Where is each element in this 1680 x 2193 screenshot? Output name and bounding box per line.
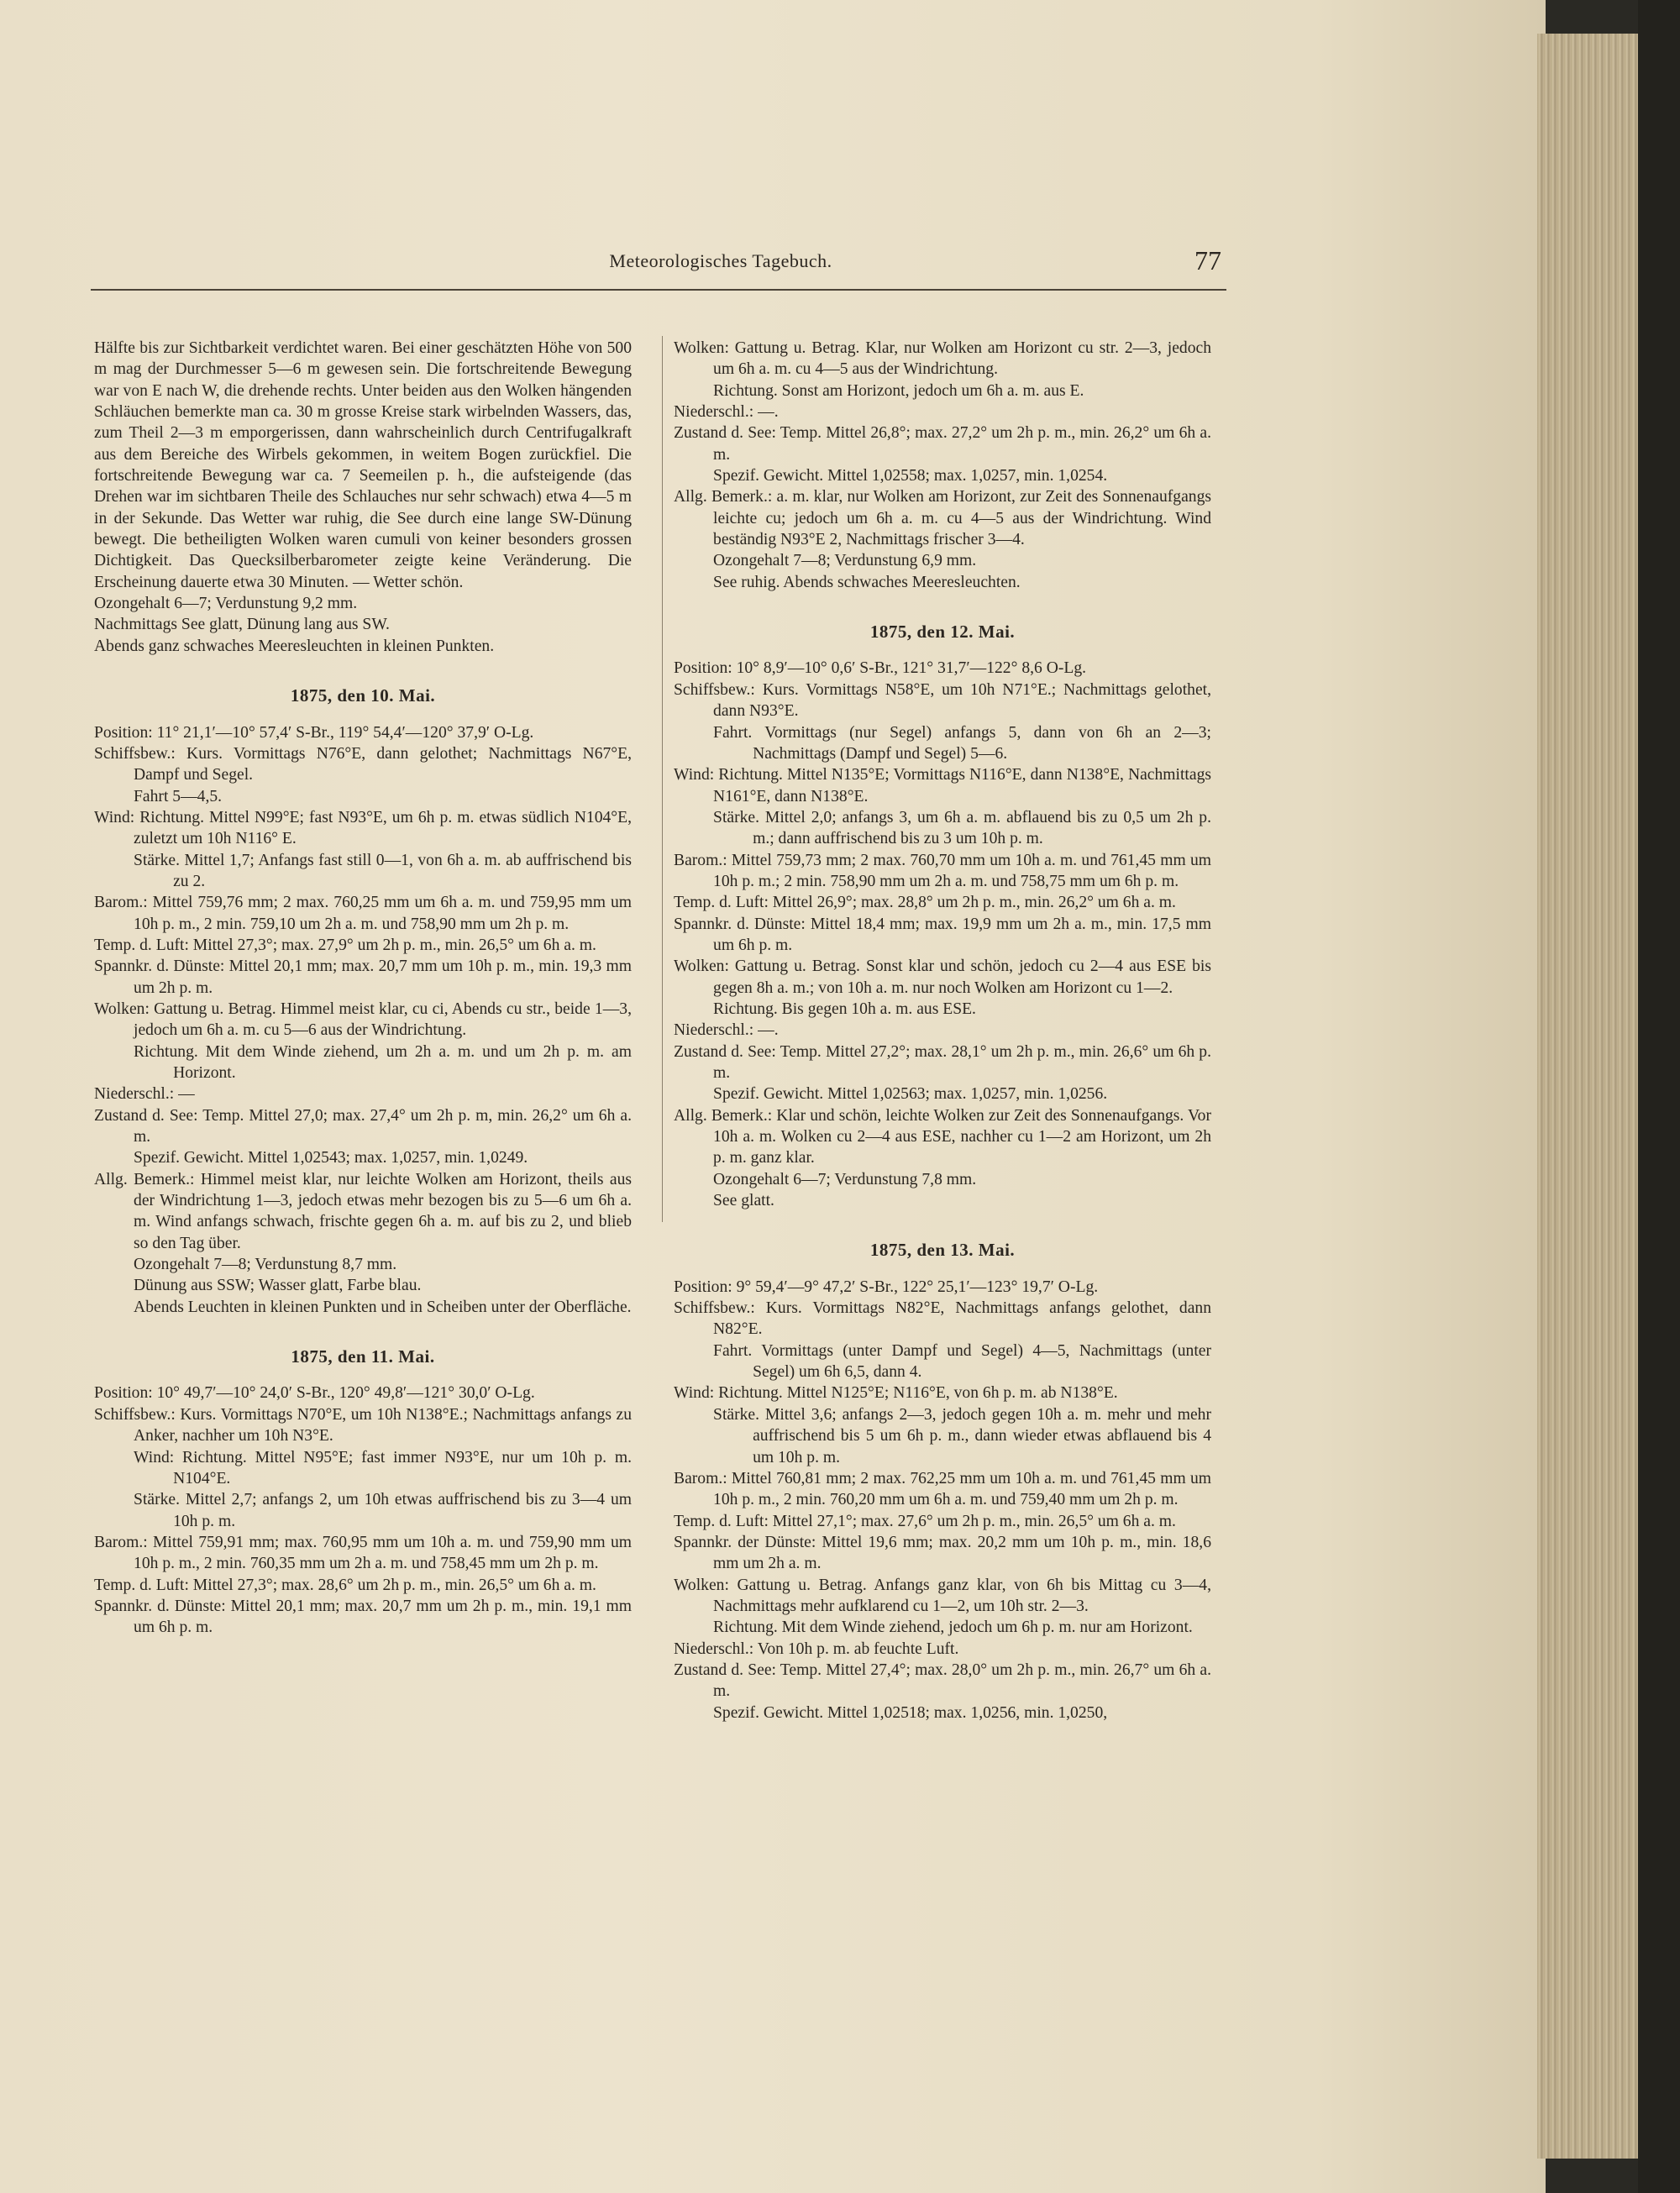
page-edges [1537,34,1641,2159]
evening-entry: Abends ganz schwaches Meeresleuchten in kleinen Punkten. [94,637,495,655]
swell-entry: Dünung aus SSW; Wasser glatt, Farbe blau. [134,1277,422,1295]
clouds-entry: Wolken: Gattung u. Betrag. Sonst klar und schön, jedoch cu 2—4 aus ESE bis gegen 8h a. m.; von 10h a. m. nur noch Wolken am Horizont cu 1—2. [674,957,1211,997]
section-heading-may-13: 1875, den 13. Mai. [869,1240,1016,1261]
wind-strength-entry: Stärke. Mittel 2,0; anfangs 3, um 6h a. m. abflauend bis zu 0,5 um 2h p. m.; dann auffrischend bis zu 3 um 10h p. m. [713,808,1211,848]
continued-paragraph: Hälfte bis zur Sichtbarkeit verdichtet waren. Bei einer geschätzten Höhe von 500 m mag der Durchmesser 5—6 m gewesen sein. Die fortschreitende Bewegung war von E nach W, die drehende rechts. Unter beiden aus den Wolken hängenden Schläuchen bemerkte man ca. 30 m grosse Kreise stark wirbelnden Wassers, das, zum Theil 2—3 m emporgerissen, dann wahrscheinlich durch Centrifugalkraft aus dem Bereiche des Wirbels gekommen, in weitem Bogen zurückfiel. Die fortschreitende Bewegung war ca. 7 Seemeilen p. h., die aufsteigende (das Drehen war im sichtbaren Theile des Schlauches nur sehr schwach) etwa 4—5 m in der Sekunde. Das Wetter war ruhig, die See durch eine lange SW-Dünung bewegt. Die betheiligten Wolken waren cumuli von keiner besonders grossen Dichtigkeit. Das Quecksilberbarometer zeigte keine Veränderung. Die Erscheinung dauerte etwa 30 Minuten. — Wetter schön. [94,339,632,591]
sea-state-entry: Zustand d. See: Temp. Mittel 27,2°; max. 28,1° um 2h p. m., min. 26,6° um 6h p. m. [674,1042,1211,1082]
column-divider [662,336,663,1222]
vapour-pressure-entry: Spannkr. d. Dünste: Mittel 18,4 mm; max. 19,9 mm um 2h a. m., min. 17,5 mm um 6h p. m. [674,915,1211,954]
general-remarks-entry: Allg. Bemerk.: Himmel meist klar, nur leichte Wolken am Horizont, theils aus der Windrichtung 1—3, jedoch etwas mehr bezogen bis zu 5—6 um 6h a. m. Wind anfangs schwach, frischte gegen 6h a. m. auf bis zu 2, und blieb so den Tag über. [94,1170,632,1252]
evening-entry: Abends Leuchten in kleinen Punkten und in Scheiben unter der Oberfläche. [134,1298,632,1316]
page-number: 77 [1194,245,1221,275]
sea-entry: See glatt. [713,1192,774,1210]
cloud-direction-entry: Richtung. Mit dem Winde ziehend, um 2h a. m. und um 2h p. m. am Horizont. [134,1042,632,1082]
specific-gravity-entry: Spezif. Gewicht. Mittel 1,02543; max. 1,0257, min. 1,0249. [134,1149,528,1167]
vapour-pressure-entry: Spannkr. der Dünste: Mittel 19,6 mm; max. 20,2 mm um 10h p. m., min. 18,6 mm um 2h a. m. [674,1533,1211,1573]
left-column [94,338,632,1639]
clouds-entry: Wolken: Gattung u. Betrag. Himmel meist klar, cu ci, Abends cu str., beide 1—3, jedoch um 6h a. m. cu 5—6 aus der Windrichtung. [94,999,632,1040]
position-entry: Position: 10° 8,9′—10° 0,6′ S-Br., 121° 31,7′—122° 8,6 O-Lg. [674,659,1087,678]
general-remarks-entry: Allg. Bemerk.: a. m. klar, nur Wolken am Horizont, zur Zeit des Sonnenaufgangs leichte cu; jedoch um 6h a. m. cu 4—5 aus der Windrichtung. Wind beständig N93°E 2, Nachmittags frischer 3—4. [674,488,1211,549]
barometer-entry: Barom.: Mittel 759,73 mm; 2 max. 760,70 mm um 10h a. m. und 761,45 mm um 10h p. m.; 2 min. 758,90 mm um 2h a. m. und 758,75 mm um 6h p. m. [674,851,1211,890]
wind-strength-entry: Stärke. Mittel 1,7; Anfangs fast still 0—1, von 6h a. m. ab auffrischend bis zu 2. [134,851,632,890]
ozone-entry: Ozongehalt 6—7; Verdunstung 7,8 mm. [713,1170,977,1188]
specific-gravity-entry: Spezif. Gewicht. Mittel 1,02563; max. 1,0257, min. 1,0256. [713,1085,1108,1104]
section-heading-may-11: 1875, den 11. Mai. [291,1346,435,1367]
air-temperature-entry: Temp. d. Luft: Mittel 26,9°; max. 28,8° um 2h p. m., min. 26,2° um 6h a. m. [674,894,1176,912]
sea-entry: See ruhig. Abends schwaches Meeresleuchten. [713,573,1021,591]
sea-state-entry: Zustand d. See: Temp. Mittel 27,4°; max. 28,0° um 2h p. m., min. 26,7° um 6h a. m. [674,1660,1211,1701]
clouds-entry: Wolken: Gattung u. Betrag. Klar, nur Wolken am Horizont cu str. 2—3, jedoch um 6h a. m. cu 4—5 aus der Windrichtung. [674,339,1211,379]
book-cover [1638,0,1680,2193]
barometer-entry: Barom.: Mittel 759,91 mm; max. 760,95 mm um 10h a. m. und 759,90 mm um 10h p. m., 2 min. 760,35 mm um 2h a. m. und 758,45 mm um 2h p. m. [94,1533,632,1573]
cloud-direction-entry: Richtung. Sonst am Horizont, jedoch um 6h a. m. aus E. [713,381,1084,400]
barometer-entry: Barom.: Mittel 759,76 mm; 2 max. 760,25 mm um 6h a. m. und 759,95 mm um 10h p. m., 2 min. 759,10 um 2h a. m. und 758,90 mm um 2h p. m. [94,894,632,933]
section-heading-may-12: 1875, den 12. Mai. [869,622,1016,643]
barometer-entry: Barom.: Mittel 760,81 mm; 2 max. 762,25 mm um 10h a. m. und 761,45 mm um 10h p. m., 2 min. 760,20 mm um 6h a. m. und 759,40 mm um 2h p. m. [674,1469,1211,1509]
general-remarks-entry: Allg. Bemerk.: Klar und schön, leichte Wolken zur Zeit des Sonnenaufgangs. Vor 10h a. m. Wolken cu 2—4 aus ESE, nachher cu 1—2 am Horizont, um 2h p. m. ganz klar. [674,1106,1211,1167]
wind-entry: Wind: Richtung. Mittel N125°E; N116°E, von 6h p. m. ab N138°E. [674,1384,1118,1403]
precipitation-entry: Niederschl.: Von 10h p. m. ab feuchte Luft. [674,1640,959,1658]
section-heading-may-10: 1875, den 10. Mai. [290,685,436,706]
page-header [91,245,1226,291]
afternoon-entry: Nachmittags See glatt, Dünung lang aus SW. [94,616,390,634]
right-column [674,338,1211,1723]
wind-entry: Wind: Richtung. Mittel N99°E; fast N93°E, um 6h p. m. etwas südlich N104°E, zuletzt um 10h N116° E. [94,808,632,848]
position-entry: Position: 9° 59,4′—9° 47,2′ S-Br., 122° 25,1′—123° 19,7′ O-Lg. [674,1278,1099,1296]
course-entry: Schiffsbew.: Kurs. Vormittags N70°E, um 10h N138°E.; Nachmittags anfangs zu Anker, nachher um 10h N3°E. [94,1405,632,1445]
wind-entry: Wind: Richtung. Mittel N95°E; fast immer N93°E, nur um 10h p. m. N104°E. [134,1448,632,1487]
cloud-direction-entry: Richtung. Bis gegen 10h a. m. aus ESE. [713,999,976,1018]
speed-entry: Fahrt. Vormittags (unter Dampf und Segel) 4—5, Nachmittags (unter Segel) um 6h 6,5, dann 4. [713,1341,1211,1382]
ozone-entry: Ozongehalt 7—8; Verdunstung 6,9 mm. [713,552,977,570]
ozone-entry: Ozongehalt 6—7; Verdunstung 9,2 mm. [94,595,358,613]
course-entry: Schiffsbew.: Kurs. Vormittags N82°E, Nachmittags anfangs gelothet, dann N82°E. [674,1299,1211,1339]
wind-strength-entry: Stärke. Mittel 2,7; anfangs 2, um 10h etwas auffrischend bis zu 3—4 um 10h p. m. [134,1491,632,1530]
wind-strength-entry: Stärke. Mittel 3,6; anfangs 2—3, jedoch gegen 10h a. m. mehr und mehr auffrischend bis 5 um 6h p. m., dann wieder etwas abflauend bis 4 um 10h p. m. [713,1405,1211,1466]
cloud-direction-entry: Richtung. Mit dem Winde ziehend, jedoch um 6h p. m. nur am Horizont. [713,1619,1193,1637]
specific-gravity-entry: Spezif. Gewicht. Mittel 1,02558; max. 1,0257, min. 1,0254. [713,467,1108,485]
position-entry: Position: 10° 49,7′—10° 24,0′ S-Br., 120° 49,8′—121° 30,0′ O-Lg. [94,1384,535,1403]
course-entry: Schiffsbew.: Kurs. Vormittags N58°E, um 10h N71°E.; Nachmittags gelothet, dann N93°E. [674,680,1211,721]
vapour-pressure-entry: Spannkr. d. Dünste: Mittel 20,1 mm; max. 20,7 mm um 2h p. m., min. 19,1 mm um 6h p. m. [94,1597,632,1637]
vapour-pressure-entry: Spannkr. d. Dünste: Mittel 20,1 mm; max. 20,7 mm um 10h p. m., min. 19,3 mm um 2h p. m. [94,957,632,997]
precipitation-entry: Niederschl.: —. [674,403,779,422]
precipitation-entry: Niederschl.: —. [674,1021,779,1040]
wind-entry: Wind: Richtung. Mittel N135°E; Vormittags N116°E, dann N138°E, Nachmittags N161°E, dann N138°E. [674,766,1211,805]
air-temperature-entry: Temp. d. Luft: Mittel 27,3°; max. 28,6° um 2h p. m., min. 26,5° um 6h a. m. [94,1576,596,1594]
air-temperature-entry: Temp. d. Luft: Mittel 27,1°; max. 27,6° um 2h p. m., min. 26,5° um 6h a. m. [674,1512,1176,1530]
clouds-entry: Wolken: Gattung u. Betrag. Anfangs ganz klar, von 6h bis Mittag cu 3—4, Nachmittags mehr aufklarend cu 1—2, um 10h str. 2—3. [674,1576,1211,1615]
speed-entry: Fahrt. Vormittags (nur Segel) anfangs 5, dann von 6h an 2—3; Nachmittags (Dampf und Segel) 5—6. [713,723,1211,763]
position-entry: Position: 11° 21,1′—10° 57,4′ S-Br., 119° 54,4′—120° 37,9′ O-Lg. [94,723,534,742]
specific-gravity-entry: Spezif. Gewicht. Mittel 1,02518; max. 1,0256, min. 1,0250, [713,1703,1108,1722]
air-temperature-entry: Temp. d. Luft: Mittel 27,3°; max. 27,9° um 2h p. m., min. 26,5° um 6h a. m. [94,936,596,954]
speed-entry: Fahrt 5—4,5. [134,787,223,805]
sea-state-entry: Zustand d. See: Temp. Mittel 26,8°; max. 27,2° um 2h p. m., min. 26,2° um 6h a. m. [674,424,1211,464]
ozone-entry: Ozongehalt 7—8; Verdunstung 8,7 mm. [134,1256,397,1274]
course-entry: Schiffsbew.: Kurs. Vormittags N76°E, dann gelothet; Nachmittags N67°E, Dampf und Segel. [94,744,632,784]
sea-state-entry: Zustand d. See: Temp. Mittel 27,0; max. 27,4° um 2h p. m, min. 26,2° um 6h a. m. [94,1106,632,1146]
running-head: Meteorologisches Tagebuch. [609,250,832,271]
precipitation-entry: Niederschl.: — [94,1085,195,1104]
